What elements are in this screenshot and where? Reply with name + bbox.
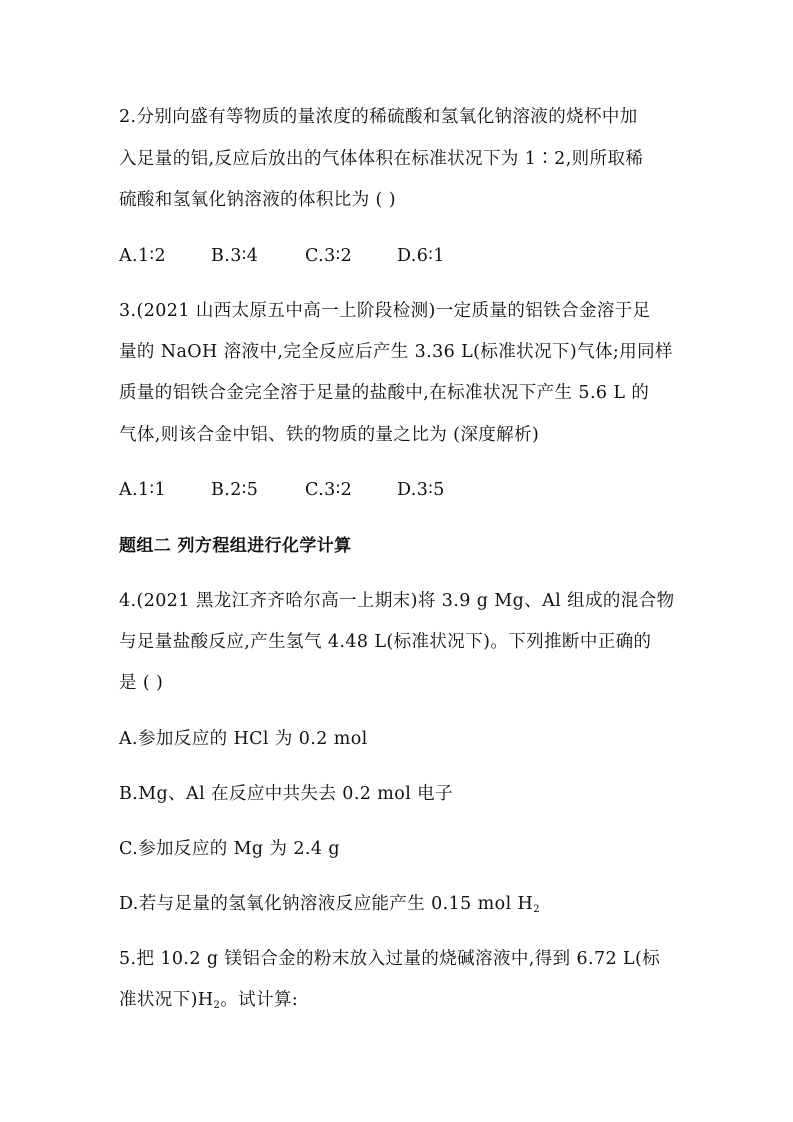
q4-line-3: 是 ( ) [119,673,164,693]
q5-line-2-tail: 。试计算: [220,990,299,1010]
q5-line-1: 5.把 10.2 g 镁铝合金的粉末放入过量的烧碱溶液中,得到 6.72 L(标 [119,949,661,969]
q4-option-b: B.Mg、Al 在反应中共失去 0.2 mol 电子 [119,784,453,804]
q2-line-1: 2.分别向盛有等物质的量浓度的稀硫酸和氢氧化钠溶液的烧杯中加 [119,107,638,127]
q3-line-1: 3.(2021 山西太原五中高一上阶段检测)一定质量的铝铁合金溶于足 [119,301,651,321]
q4-option-d [119,892,540,916]
q3-option-d: D.3∶5 [397,480,445,500]
q2-option-c: C.3∶2 [305,246,353,266]
q2-option-a: A.1∶2 [119,246,167,266]
q4-option-d-subscript: 2 [533,904,540,915]
q5-line-2 [119,988,298,1012]
q4-option-c: C.参加反应的 Mg 为 2.4 g [119,839,340,859]
q2-option-d: D.6∶1 [397,246,445,266]
q3-option-c: C.3∶2 [305,480,353,500]
q2-options [119,244,445,268]
q2-line-2: 入足量的铝,反应后放出的气体体积在标准状况下为 1∶2,则所取稀 [119,149,644,169]
section-heading: 题组二 列方程组进行化学计算 [119,536,352,556]
q2-line-3: 硫酸和氢氧化钠溶液的体积比为 ( ) [119,190,396,210]
q3-options [119,478,445,502]
q3-line-4: 气体,则该合金中铝、铁的物质的量之比为 (深度解析) [119,425,540,445]
q4-option-d-text: D.若与足量的氢氧化钠溶液反应能产生 0.15 mol H [119,894,534,914]
q5-line-2-text: 准状况下)H [119,990,214,1010]
q3-option-b: B.2∶5 [211,480,259,500]
q3-line-3: 质量的铝铁合金完全溶于足量的盐酸中,在标准状况下产生 5.6 L 的 [119,383,650,403]
q4-option-a: A.参加反应的 HCl 为 0.2 mol [119,729,368,749]
q3-line-2: 量的 NaOH 溶液中,完全反应后产生 3.36 L(标准状况下)气体;用同样 [119,342,673,362]
q3-option-a: A.1∶1 [119,480,167,500]
q4-line-2: 与足量盐酸反应,产生氢气 4.48 L(标准状况下)。下列推断中正确的 [119,632,652,652]
q5-line-2-subscript: 2 [213,1000,221,1011]
q4-line-1: 4.(2021 黑龙江齐齐哈尔高一上期末)将 3.9 g Mg、Al 组成的混合物 [119,591,675,611]
q2-option-b: B.3∶4 [211,246,259,266]
